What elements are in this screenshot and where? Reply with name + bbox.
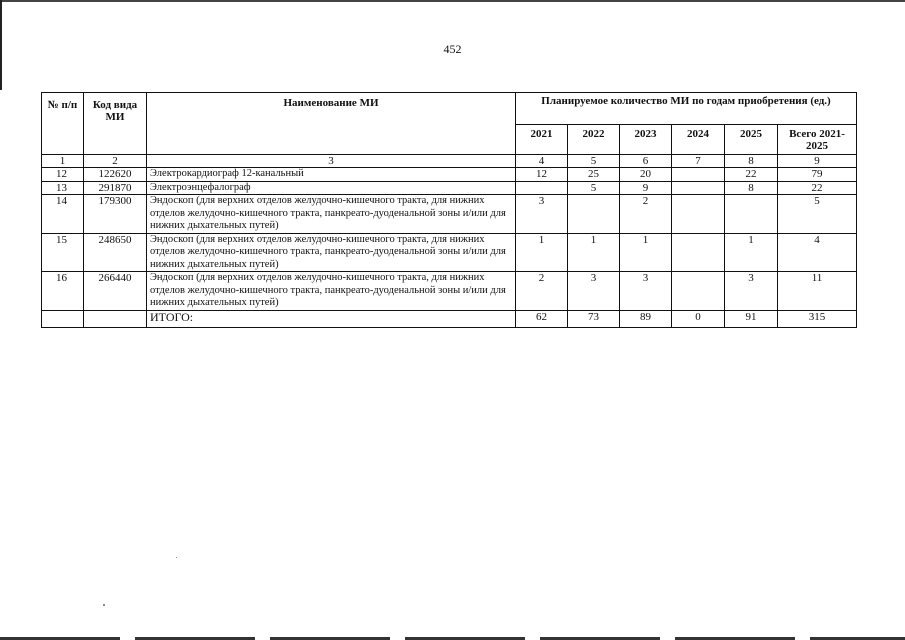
row-2022: 1	[568, 233, 620, 272]
table-row	[42, 233, 857, 272]
row-no: 13	[42, 181, 84, 195]
row-name: Электрокардиограф 12-канальный	[147, 168, 516, 182]
header-year-2021: 2021	[516, 125, 568, 155]
header-code: Код вида МИ	[84, 93, 147, 155]
row-2024	[672, 272, 725, 311]
row-code: 248650	[84, 233, 147, 272]
row-no: 16	[42, 272, 84, 311]
row-total: 22	[778, 181, 857, 195]
total-label: ИТОГО:	[147, 310, 516, 327]
row-2024	[672, 181, 725, 195]
row-code: 266440	[84, 272, 147, 311]
header-total: Всего 2021-2025	[778, 125, 857, 155]
row-2024	[672, 195, 725, 234]
column-number: 9	[778, 155, 857, 168]
row-2025	[725, 195, 778, 234]
column-number: 4	[516, 155, 568, 168]
total-row	[42, 310, 857, 327]
row-2023: 1	[620, 233, 672, 272]
header-planned: Планируемое количество МИ по годам приобретения (ед.)	[516, 93, 857, 125]
column-number: 1	[42, 155, 84, 168]
row-2025: 8	[725, 181, 778, 195]
column-number: 8	[725, 155, 778, 168]
column-number: 5	[568, 155, 620, 168]
scan-edge-top	[0, 0, 905, 2]
table-row	[42, 181, 857, 195]
row-code: 122620	[84, 168, 147, 182]
row-name: Электроэнцефалограф	[147, 181, 516, 195]
row-total: 5	[778, 195, 857, 234]
row-2022: 5	[568, 181, 620, 195]
row-total: 4	[778, 233, 857, 272]
row-2024	[672, 168, 725, 182]
row-code: 291870	[84, 181, 147, 195]
total-all: 315	[778, 310, 857, 327]
header-no: № п/п	[42, 93, 84, 155]
total-empty-cell	[84, 310, 147, 327]
mi-table	[41, 92, 857, 328]
row-2021: 2	[516, 272, 568, 311]
row-total: 79	[778, 168, 857, 182]
table-row	[42, 168, 857, 182]
header-year-2025: 2025	[725, 125, 778, 155]
total-2023: 89	[620, 310, 672, 327]
row-2022: 25	[568, 168, 620, 182]
total-empty-cell	[42, 310, 84, 327]
row-2023: 2	[620, 195, 672, 234]
column-number: 7	[672, 155, 725, 168]
row-2021: 12	[516, 168, 568, 182]
row-no: 12	[42, 168, 84, 182]
row-2021: 1	[516, 233, 568, 272]
table-row	[42, 195, 857, 234]
row-2024	[672, 233, 725, 272]
total-2022: 73	[568, 310, 620, 327]
row-2022: 3	[568, 272, 620, 311]
row-2023: 9	[620, 181, 672, 195]
row-2023: 20	[620, 168, 672, 182]
column-number: 2	[84, 155, 147, 168]
scan-speck	[103, 604, 105, 606]
header-year-2022: 2022	[568, 125, 620, 155]
page-number: 452	[443, 42, 462, 56]
total-2021: 62	[516, 310, 568, 327]
row-2021: 3	[516, 195, 568, 234]
header-row	[42, 93, 857, 125]
row-2022	[568, 195, 620, 234]
row-2025: 1	[725, 233, 778, 272]
row-2025: 22	[725, 168, 778, 182]
table-row	[42, 272, 857, 311]
header-year-2024: 2024	[672, 125, 725, 155]
row-no: 15	[42, 233, 84, 272]
row-name: Эндоскоп (для верхних отделов желудочно-кишечного тракта, для нижних отделов желудочно-кишечного тракта, панкреато-дуоденальной зоны и/или для нижних дыхательных путей)	[147, 233, 516, 272]
total-2025: 91	[725, 310, 778, 327]
row-2021	[516, 181, 568, 195]
header-name: Наименование МИ	[147, 93, 516, 155]
row-code: 179300	[84, 195, 147, 234]
column-number: 6	[620, 155, 672, 168]
row-no: 14	[42, 195, 84, 234]
scan-speck	[176, 557, 177, 558]
row-total: 11	[778, 272, 857, 311]
row-name: Эндоскоп (для верхних отделов желудочно-кишечного тракта, для нижних отделов желудочно-кишечного тракта, панкреато-дуоденальной зоны и/или для нижних дыхательных путей)	[147, 195, 516, 234]
row-2023: 3	[620, 272, 672, 311]
row-2025: 3	[725, 272, 778, 311]
row-name: Эндоскоп (для верхних отделов желудочно-кишечного тракта, для нижних отделов желудочно-кишечного тракта, панкреато-дуоденальной зоны и/или для нижних дыхательных путей)	[147, 272, 516, 311]
total-2024: 0	[672, 310, 725, 327]
header-year-2023: 2023	[620, 125, 672, 155]
column-number: 3	[147, 155, 516, 168]
column-number-row	[42, 155, 857, 168]
